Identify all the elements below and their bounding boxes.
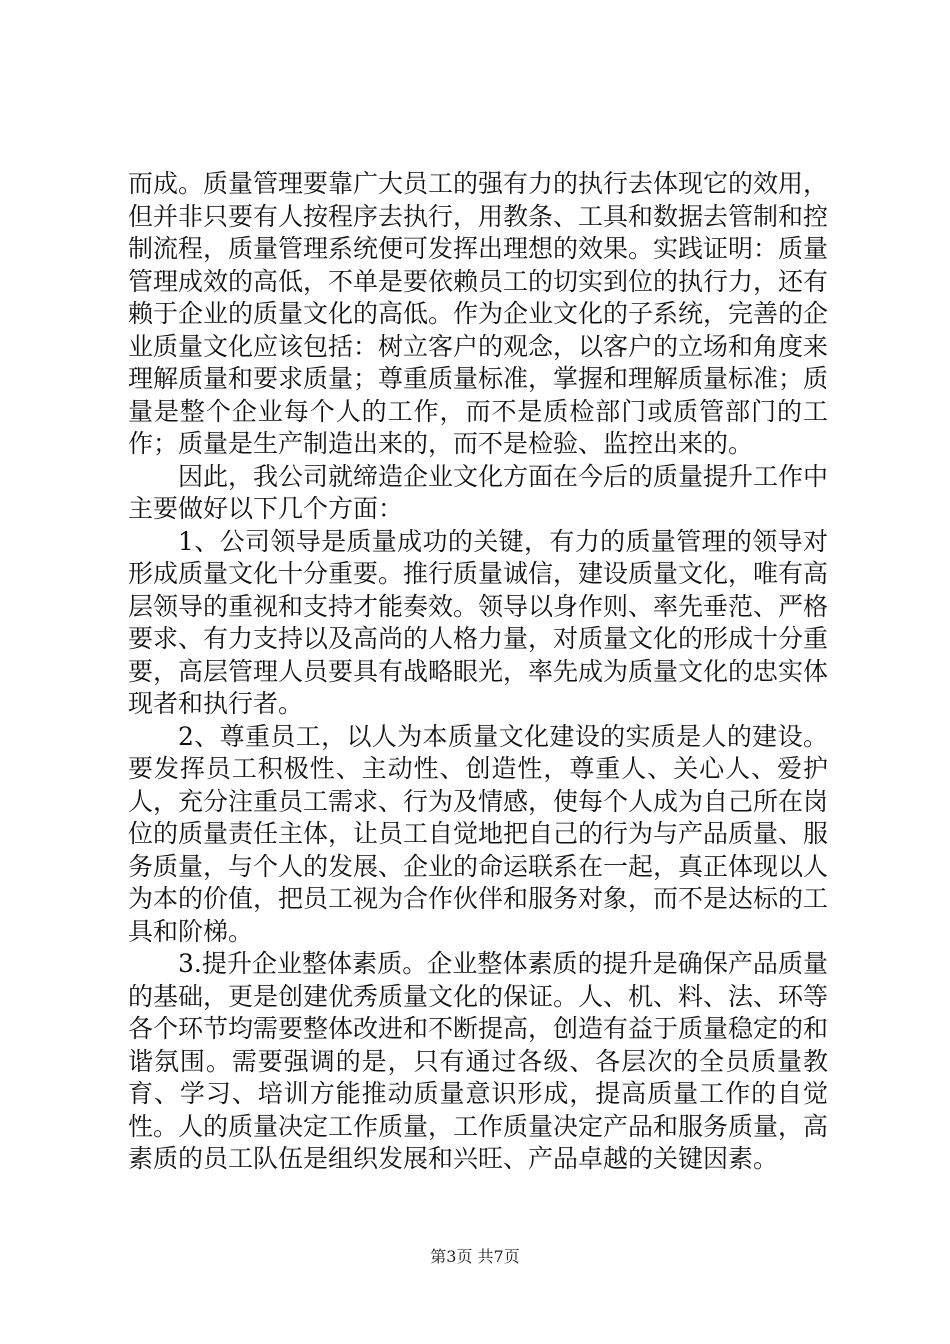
paragraph-continued: 而成。质量管理要靠广大员工的强有力的执行去体现它的效用，但并非只要有人按程序去执行，用教条、工具和数据去管制和控制流程，质量管理系统便可发挥出理想的效果。实践证明：质量管理成效的高低，不单是要依赖员工的切实到位的执行力，还有赖于企业的质量文化的高低。作为企业文化的子系统，完善的企业质量文化应该包括：树立客户的观念，以客户的立场和角度来理解质量和要求质量；尊重质量标准，掌握和理解质量标准；质量是整个企业每个人的工作，而不是质检部门或质管部门的工作；质量是生产制造出来的，而不是检验、监控出来的。	[128, 169, 829, 458]
paragraph-item-1: 1、公司领导是质量成功的关键，有力的质量管理的领导对形成质量文化十分重要。推行质量诚信，建设质量文化，唯有高层领导的重视和支持才能奏效。领导以身作则、率先垂范、严格要求、有力支持以及高尚的人格力量，对质量文化的形成十分重要，高层管理人员要具有战略眼光，率先成为质量文化的忠实体现者和执行者。	[128, 526, 829, 718]
document-body	[128, 168, 828, 1176]
page-footer: 第3页 共7页	[430, 1247, 520, 1266]
paragraph-item-3: 3.提升企业整体素质。企业整体素质的提升是确保产品质量的基础，更是创建优秀质量文化的保证。人、机、料、法、环等各个环节均需要整体改进和不断提高，创造有益于质量稳定的和谐氛围。需要强调的是，只有通过各级、各层次的全员质量教育、学习、培训方能推动质量意识形成，提高质量工作的自觉性。人的质量决定工作质量，工作质量决定产品和服务质量，高素质的员工队伍是组织发展和兴旺、产品卓越的关键因素。	[128, 949, 829, 1173]
paragraph-intro: 因此，我公司就缔造企业文化方面在今后的质量提升工作中主要做好以下几个方面：	[128, 461, 829, 523]
paragraph-item-2: 2、尊重员工，以人为本质量文化建设的实质是人的建设。要发挥员工积极性、主动性、创造性，尊重人、关心人、爱护人，充分注重员工需求、行为及情感，使每个人成为自己所在岗位的质量责任主体，让员工自觉地把自己的行为与产品质量、服务质量，与个人的发展、企业的命运联系在一起，真正体现以人为本的价值，把员工视为合作伙伴和服务对象，而不是达标的工具和阶梯。	[128, 721, 829, 946]
